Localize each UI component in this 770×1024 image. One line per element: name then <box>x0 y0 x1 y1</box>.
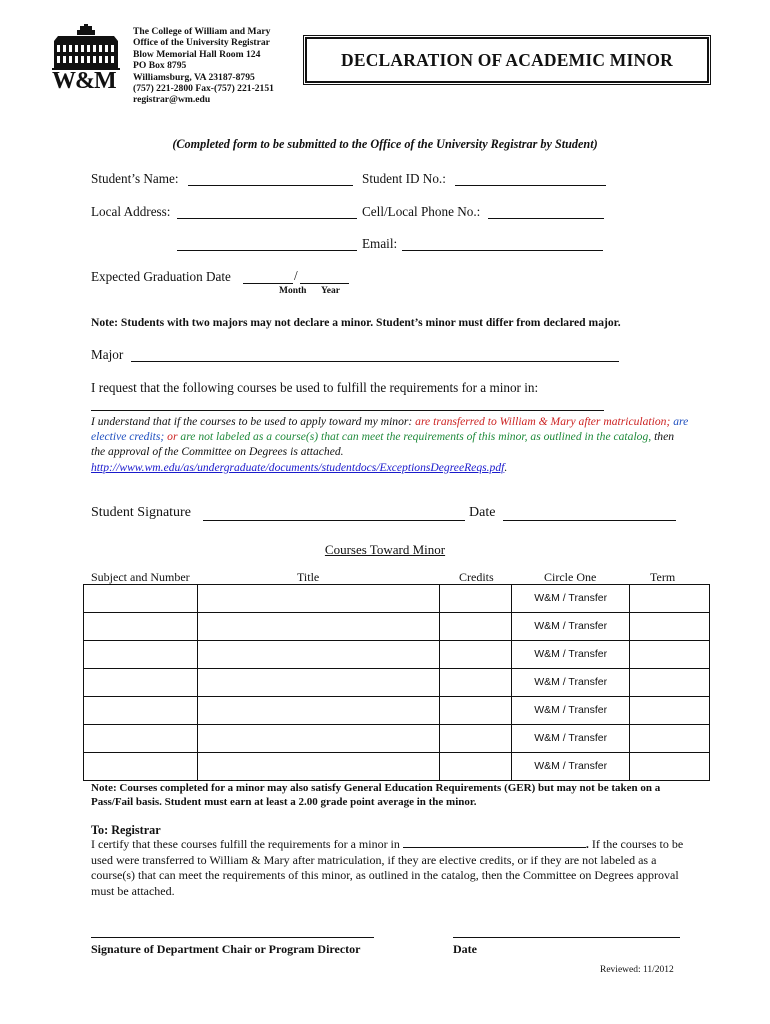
major-label: Major <box>91 347 124 362</box>
circle-cell[interactable]: W&M / Transfer <box>512 641 630 669</box>
credits-cell[interactable] <box>440 753 512 781</box>
local-address-label: Local Address: <box>91 204 171 219</box>
credits-cell[interactable] <box>440 613 512 641</box>
month-caption: Month <box>279 286 307 296</box>
table-row <box>84 725 710 753</box>
term-cell[interactable] <box>630 641 710 669</box>
credits-cell[interactable] <box>440 641 512 669</box>
subject-cell[interactable] <box>84 641 198 669</box>
year-caption: Year <box>321 286 340 296</box>
term-cell[interactable] <box>630 753 710 781</box>
certify-conditions: If the courses to be used were transferred to William & Mary after matriculation, if they are elective credits, or if they are not labeled as a course(s) that can meet the requirements of this minor, as outlined in the catalog, then the Committee on Degrees approval must be attached. <box>91 837 684 898</box>
student-name-field[interactable] <box>188 185 353 186</box>
title-cell[interactable] <box>197 725 440 753</box>
registrar-address <box>133 26 274 106</box>
signature-date-label: Date <box>469 505 496 520</box>
term-cell[interactable] <box>630 613 710 641</box>
column-term: Term <box>650 570 676 584</box>
minor-request-text: I request that the following courses be used to fulfill the requirements for a minor in: <box>91 380 539 395</box>
table-row <box>84 641 710 669</box>
subject-cell[interactable] <box>84 669 198 697</box>
title-cell[interactable] <box>197 669 440 697</box>
submission-instruction: (Completed form to be submitted to the Office of the University Registrar by Student) <box>172 137 598 151</box>
form-title-box <box>305 37 709 83</box>
credits-cell[interactable] <box>440 697 512 725</box>
term-cell[interactable] <box>630 669 710 697</box>
table-row <box>84 613 710 641</box>
transferred-clause: are transferred to William & Mary after matriculation; <box>415 415 671 428</box>
graduation-label: Expected Graduation Date <box>91 269 231 284</box>
chair-signature-label: Signature of Department Chair or Program Director <box>91 942 361 956</box>
student-name-label: Student’s Name: <box>91 171 179 186</box>
address-line: The College of William and Mary <box>133 26 271 37</box>
address-line: Williamsburg, VA 23187-8795 <box>133 71 255 83</box>
circle-cell[interactable]: W&M / Transfer <box>512 613 630 641</box>
cell-phone-field[interactable] <box>488 218 604 219</box>
email-label: Email: <box>362 236 398 251</box>
column-title: Title <box>297 570 320 584</box>
student-signature-field[interactable] <box>203 520 465 521</box>
circle-cell[interactable]: W&M / Transfer <box>512 697 630 725</box>
certify-minor-field[interactable] <box>403 837 586 848</box>
table-row <box>84 669 710 697</box>
address-line: Blow Memorial Hall Room 124 <box>133 48 261 60</box>
graduation-month-field[interactable] <box>243 283 293 284</box>
circle-cell[interactable]: W&M / Transfer <box>512 753 630 781</box>
column-subject: Subject and Number <box>91 570 190 584</box>
column-circle-one: Circle One <box>544 570 597 584</box>
term-cell[interactable] <box>630 697 710 725</box>
circle-cell[interactable]: W&M / Transfer <box>512 585 630 613</box>
student-id-field[interactable] <box>455 185 606 186</box>
courses-table <box>83 584 710 781</box>
elective-clause: are elective credits; <box>91 415 689 444</box>
subject-cell[interactable] <box>84 613 198 641</box>
table-row <box>84 697 710 725</box>
wm-logo <box>50 24 122 96</box>
or-text: or <box>164 430 178 444</box>
credits-cell[interactable] <box>440 585 512 613</box>
table-row <box>84 585 710 613</box>
majors-note: Note: Students with two majors may not declare a minor. Student’s minor must differ from declared major. <box>91 316 621 329</box>
subject-cell[interactable] <box>84 697 198 725</box>
courses-heading-wrap <box>0 542 770 558</box>
local-address-field-line2[interactable] <box>177 250 357 251</box>
subject-cell[interactable] <box>84 725 198 753</box>
minor-name-field[interactable] <box>91 410 604 411</box>
address-line: (757) 221-2800 Fax-(757) 221-2151 <box>133 83 274 95</box>
subject-cell[interactable] <box>84 585 198 613</box>
major-field[interactable] <box>131 361 619 362</box>
understanding-text: I understand that if the courses to be used to apply toward my minor: <box>91 415 416 428</box>
email-field[interactable] <box>402 250 603 251</box>
chair-date-field[interactable] <box>453 937 680 938</box>
cell-phone-label: Cell/Local Phone No.: <box>362 204 481 219</box>
address-line: PO Box 8795 <box>133 60 187 72</box>
signature-date-field[interactable] <box>503 520 676 521</box>
term-cell[interactable] <box>630 725 710 753</box>
not-labeled-clause: are not labeled as a course(s) that can meet the requirements of this minor, as outlined in the catalog, <box>177 430 652 444</box>
title-cell[interactable] <box>197 697 440 725</box>
approval-text: then the approval of the Committee on Degrees is attached. <box>91 430 675 459</box>
form-title: DECLARATION OF ACADEMIC MINOR <box>341 49 673 70</box>
circle-cell[interactable]: W&M / Transfer <box>512 725 630 753</box>
registrar-certification <box>91 837 689 899</box>
certify-period: . <box>585 837 589 851</box>
address-line: Office of the University Registrar <box>133 37 270 49</box>
graduation-year-field[interactable] <box>300 283 349 284</box>
student-signature-label: Student Signature <box>91 505 191 520</box>
registrar-heading: To: Registrar <box>91 823 161 837</box>
subject-cell[interactable] <box>84 753 198 781</box>
exceptions-link[interactable]: http://www.wm.edu/as/undergraduate/documents/studentdocs/ExceptionsDegreeReqs.pdf <box>91 460 505 474</box>
title-cell[interactable] <box>197 641 440 669</box>
credits-cell[interactable] <box>440 669 512 697</box>
link-period: . <box>504 460 508 474</box>
title-cell[interactable] <box>197 585 440 613</box>
circle-cell[interactable]: W&M / Transfer <box>512 669 630 697</box>
courses-heading: Courses Toward Minor <box>324 542 446 557</box>
chair-signature-field[interactable] <box>91 937 374 938</box>
graduation-slash: / <box>294 268 298 283</box>
column-credits: Credits <box>459 570 494 584</box>
title-cell[interactable] <box>197 613 440 641</box>
table-row <box>84 753 710 781</box>
chair-date-label: Date <box>453 942 477 956</box>
courses-note: Note: Courses completed for a minor may also satisfy General Education Requirements (GER) but may not be taken on a Pass/Fail basis. Student must earn at least a 2.00 grade point average in the minor. <box>91 782 661 808</box>
logo-wordmark: W&M <box>52 68 116 94</box>
local-address-field[interactable] <box>177 218 357 219</box>
reviewed-date: Reviewed: 11/2012 <box>600 965 674 975</box>
student-id-label: Student ID No.: <box>362 171 446 186</box>
address-line: registrar@wm.edu <box>133 94 211 106</box>
understanding-paragraph <box>91 414 691 475</box>
credits-cell[interactable] <box>440 725 512 753</box>
term-cell[interactable] <box>630 585 710 613</box>
certify-text: I certify that these courses fulfill the requirements for a minor in <box>91 837 403 851</box>
title-cell[interactable] <box>197 753 440 781</box>
